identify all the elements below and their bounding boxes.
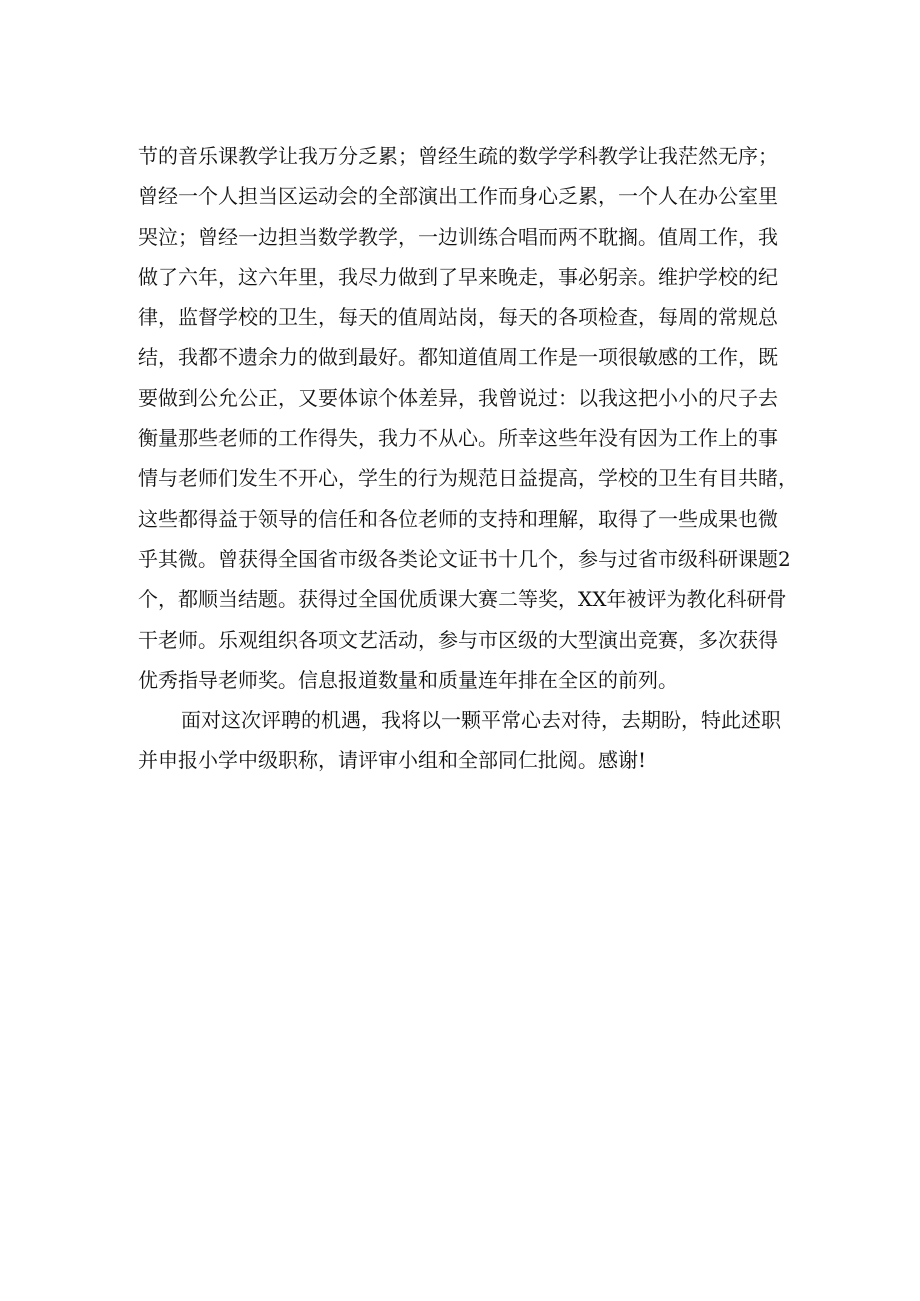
text-line: 节的音乐课教学让我万分乏累；曾经生疏的数学学科教学让我茫然无序；	[138, 144, 778, 168]
text-line: 律，监督学校的卫生，每天的值周站岗，每天的各项检查，每周的常规总	[138, 305, 778, 330]
text-line: 优秀指导老师奖。信息报道数量和质量连年排在全区的前列。	[138, 667, 678, 692]
text-line: 结，我都不遗余力的做到最好。都知道值周工作是一项很敏感的工作，既	[138, 345, 778, 370]
body-text	[138, 136, 798, 781]
text-line: 情与老师们发生不开心，学生的行为规范日益提高，学校的卫生有目共睹，	[138, 466, 798, 491]
text-line: 要做到公允公正，又要体谅个体差异，我曾说过：以我这把小小的尺子去	[138, 385, 778, 410]
text-line: 干老师。乐观组织各项文艺活动，参与市区级的大型演出竞赛，多次获得	[138, 627, 778, 652]
paragraph-2	[138, 700, 788, 781]
text-line: 衡量那些老师的工作得失，我力不从心。所幸这些年没有因为工作上的事	[138, 426, 778, 451]
text-line: 个，都顺当结题。获得过全国优质课大赛二等奖，XX年被评为教化科研骨	[138, 587, 787, 612]
text-line: 这些都得益于领导的信任和各位老师的支持和理解，取得了一些成果也微	[138, 506, 778, 531]
text-line: 并申报小学中级职称，请评审小组和全部同仁批阅。感谢!	[138, 748, 647, 773]
text-line: 做了六年，这六年里，我尽力做到了早来晚走，事必躬亲。维护学校的纪	[138, 264, 778, 289]
text-line: 乎其微。曾获得全国省市级各类论文证书十几个，参与过省市级科研课题2	[138, 546, 791, 571]
text-line: 曾经一个人担当区运动会的全部演出工作而身心乏累，一个人在办公室里	[138, 184, 778, 209]
text-line: 面对这次评聘的机遇，我将以一颗平常心去对待，去期盼，特此述职	[181, 708, 781, 733]
text-line: 哭泣；曾经一边担当数学教学，一边训练合唱而两不耽搁。值周工作，我	[138, 224, 778, 249]
paragraph-1	[138, 136, 798, 700]
